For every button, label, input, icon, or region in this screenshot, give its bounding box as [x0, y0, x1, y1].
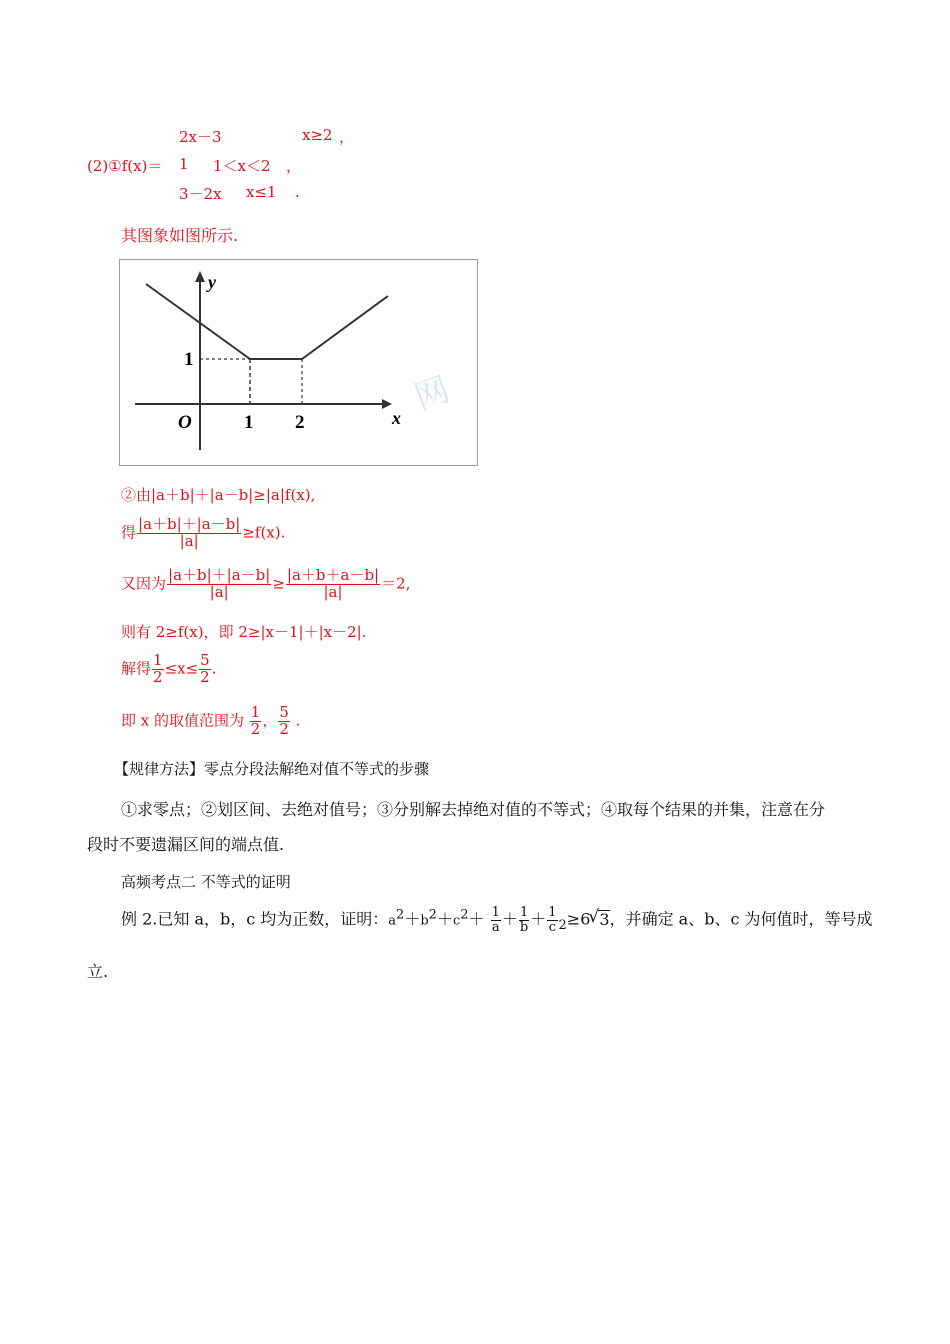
frac-c-num: 1	[548, 905, 557, 920]
piece-cond-3: x≤1	[246, 183, 277, 201]
plus-1: ＋	[404, 909, 421, 929]
sqrt-three: √ 3	[598, 910, 609, 929]
frac-b-num: 1	[519, 905, 529, 920]
line6-fraction-2	[278, 705, 290, 738]
section-title: 高频考点二 不等式的证明	[121, 873, 291, 891]
plus-5: ＋	[530, 909, 547, 929]
x-tick-2: 2	[295, 412, 305, 433]
x-axis-arrow-icon	[382, 399, 392, 409]
line5-suffix: .	[211, 659, 217, 678]
step2-line3	[121, 568, 410, 601]
function-graph	[119, 259, 478, 466]
y-tick-1: 1	[184, 349, 194, 370]
line5-fraction-2	[199, 653, 211, 686]
line6-den2: 2	[279, 719, 289, 738]
step2-line6	[121, 705, 300, 738]
function-curve	[146, 284, 388, 359]
line3-den1: |a|	[209, 582, 229, 601]
plus-4: ＋	[501, 909, 518, 929]
piece-expr-1: 2x－3	[179, 128, 222, 146]
line3-num1: |a＋b|＋|a－b|	[168, 566, 271, 584]
frac-a-den: a	[491, 919, 500, 935]
frac-1-b	[519, 906, 529, 934]
line3-num2: |a＋b＋a－b|	[286, 566, 380, 584]
expr-b: b	[420, 913, 429, 929]
line5-den2: 2	[200, 667, 210, 686]
line6-prefix: 即 x 的取值范围为	[121, 711, 244, 730]
example-2	[121, 906, 873, 934]
exp-group: 2	[558, 917, 567, 933]
line2-num: |a＋b|＋|a－b|	[138, 515, 241, 533]
line2-suffix: ≥f(x).	[242, 523, 286, 542]
method-body-line1: ①求零点；②划区间、去绝对值号；③分别解去掉绝对值的不等式；④取每个结果的并集，注意在分	[121, 800, 826, 819]
step2-line1: ②由|a＋b|＋|a－b|≥|a|f(x),	[121, 486, 316, 504]
step2-line4: 则有 2≥f(x)，即 2≥|x－1|＋|x－2|.	[121, 623, 367, 641]
piece-punct-2: ，	[286, 157, 302, 175]
y-axis-arrow-icon	[195, 271, 205, 282]
line3-mid: ≥	[272, 574, 285, 593]
line5-num2: 5	[200, 651, 210, 669]
line6-num2: 5	[279, 703, 289, 721]
graph-caption: 其图象如图所示.	[121, 226, 239, 245]
y-axis-label: y	[208, 272, 216, 292]
frac-c-den: c	[548, 919, 557, 935]
line2-prefix: 得	[121, 523, 137, 542]
piecewise-label: (2)①f(x)＝	[87, 157, 163, 175]
method-title: 【规律方法】零点分段法解绝对值不等式的步骤	[114, 760, 430, 778]
graph-watermark: 网	[409, 369, 456, 419]
line3-prefix: 又因为	[121, 574, 167, 593]
plus-2: ＋	[436, 909, 453, 929]
piece-expr-3: 3－2x	[179, 185, 222, 203]
line2-den: |a|	[179, 531, 199, 550]
example-prefix: 例 2.已知 a，b，c 均为正数，证明：	[121, 909, 389, 929]
example-suffix: ，并确定 a、b、c 为何值时，等号成	[609, 909, 873, 929]
piece-punct-3: .	[295, 183, 300, 201]
frac-b-den: b	[519, 919, 529, 935]
line5-fraction-1	[152, 653, 164, 686]
exp-a: 2	[396, 907, 405, 923]
line6-num1: 1	[250, 703, 261, 721]
line5-mid: ≤x≤	[164, 659, 199, 678]
ge-six: ≥6	[566, 909, 591, 929]
expr-a: a	[388, 913, 397, 929]
graph-svg	[120, 260, 477, 465]
piece-punct-1: ，	[339, 128, 355, 146]
x-tick-1: 1	[244, 412, 254, 433]
line3-fraction-1	[167, 568, 271, 601]
line2-fraction	[137, 517, 241, 550]
line3-suffix: ＝2,	[381, 574, 411, 593]
piece-cond-2: 1＜x＜2	[213, 157, 271, 175]
exp-c: 2	[460, 907, 469, 923]
line6-fraction-1	[250, 705, 262, 738]
example-line2: 立.	[87, 962, 109, 981]
frac-a-num: 1	[491, 905, 500, 920]
line5-num1: 1	[153, 651, 163, 669]
method-body-line2: 段时不要遗漏区间的端点值.	[87, 835, 285, 854]
line5-den1: 2	[153, 667, 163, 686]
line3-fraction-2	[286, 568, 380, 601]
line3-den2: |a|	[323, 582, 343, 601]
line6-suffix: .	[295, 711, 301, 730]
frac-1-c	[547, 906, 557, 934]
x-axis-label: x	[392, 408, 401, 428]
origin-label: O	[178, 412, 192, 433]
line5-prefix: 解得	[121, 659, 152, 678]
frac-1-a	[491, 906, 501, 934]
plus-3: ＋	[468, 909, 485, 929]
line6-comma: ，	[262, 711, 278, 730]
piece-expr-2: 1	[179, 155, 189, 173]
step2-line2	[121, 517, 285, 550]
exp-b: 2	[428, 907, 437, 923]
piece-cond-1: x≥2	[302, 126, 333, 144]
step2-line5	[121, 653, 217, 686]
line6-den1: 2	[250, 719, 261, 738]
expr-c: c	[452, 913, 461, 929]
